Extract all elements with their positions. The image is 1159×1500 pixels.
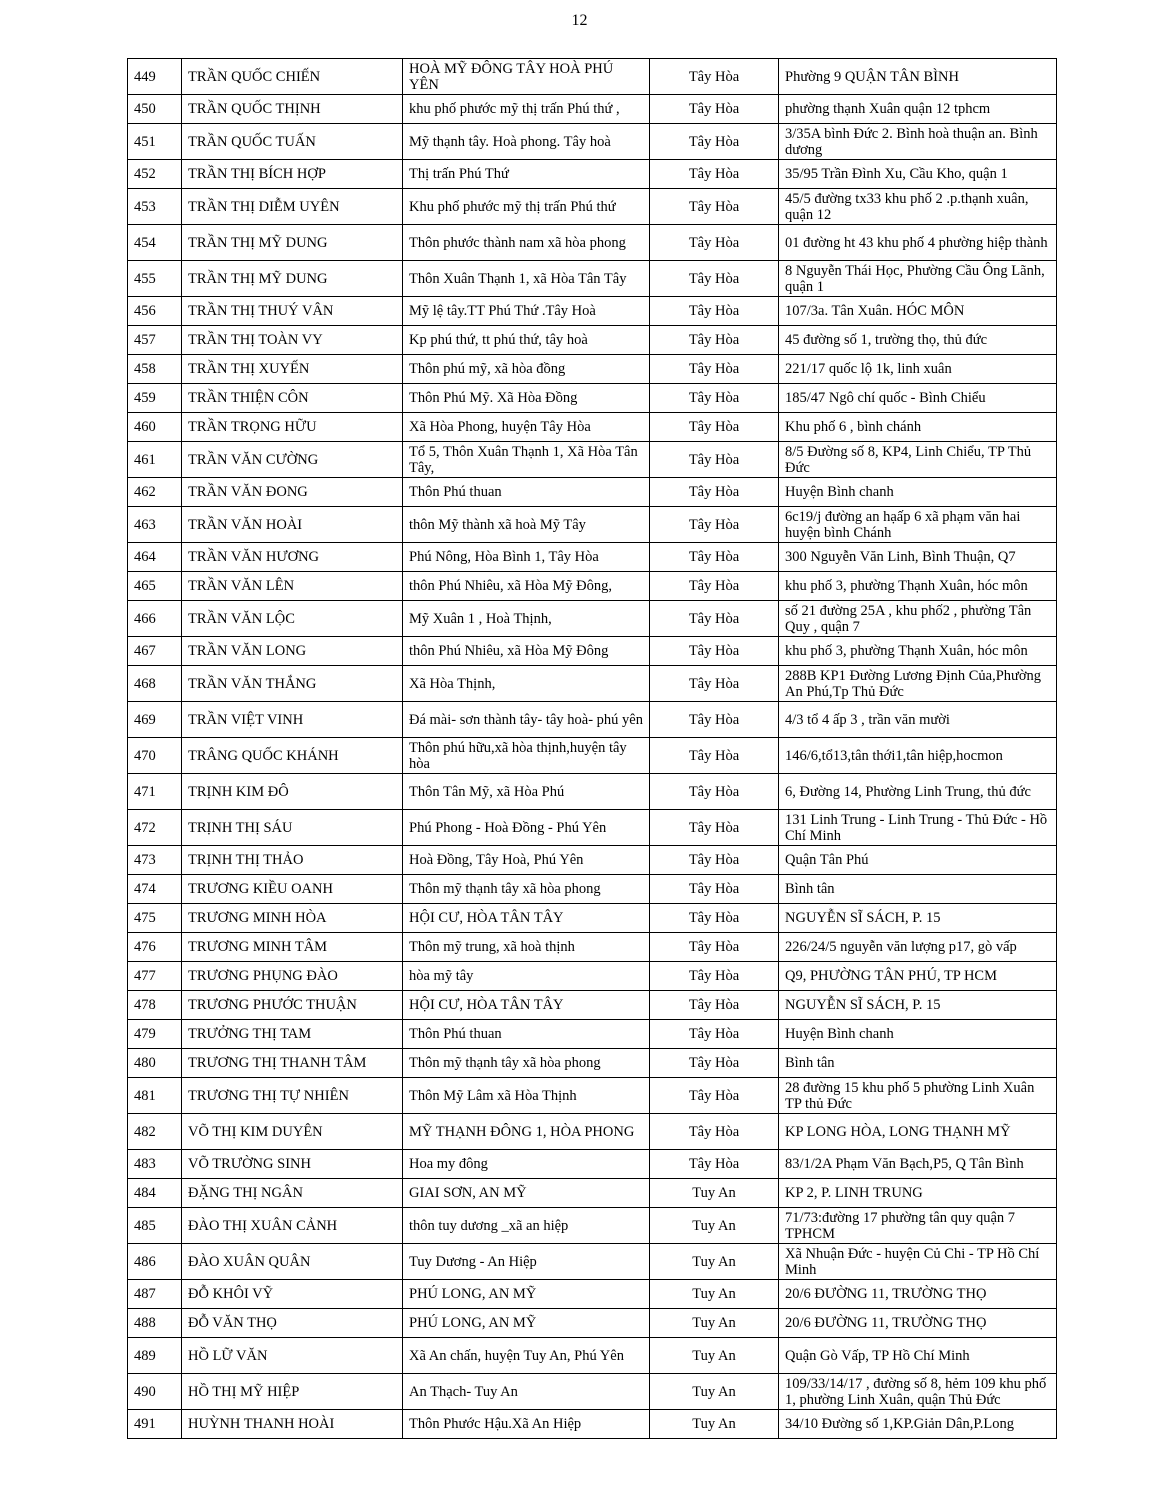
row-number-cell: 461 <box>128 442 182 478</box>
home-district-cell: Tuy An <box>650 1309 779 1338</box>
current-residence-cell: 35/95 Trần Đình Xu, Cầu Kho, quận 1 <box>779 160 1057 189</box>
home-address-cell: An Thạch- Tuy An <box>403 1374 650 1410</box>
home-district-cell: Tây Hòa <box>650 297 779 326</box>
home-address-cell: khu phố phước mỹ thị trấn Phú thứ , <box>403 95 650 124</box>
current-residence-cell: Q9, PHƯỜNG TÂN PHÚ, TP HCM <box>779 962 1057 991</box>
home-address-cell: Tổ 5, Thôn Xuân Thạnh 1, Xã Hòa Tân Tây, <box>403 442 650 478</box>
row-number-cell: 487 <box>128 1280 182 1309</box>
home-district-cell: Tuy An <box>650 1374 779 1410</box>
home-district-cell: Tuy An <box>650 1410 779 1439</box>
table-row <box>128 991 1057 1020</box>
home-district-cell: Tây Hòa <box>650 572 779 601</box>
home-district-cell: Tây Hòa <box>650 702 779 738</box>
person-name-cell: TRẦN VĂN LONG <box>182 637 403 666</box>
table-row <box>128 1338 1057 1374</box>
home-address-cell: Khu phố phước mỹ thị trấn Phú thứ <box>403 189 650 225</box>
person-name-cell: TRỊNH THỊ SÁU <box>182 810 403 846</box>
table-row <box>128 875 1057 904</box>
home-district-cell: Tuy An <box>650 1280 779 1309</box>
row-number-cell: 484 <box>128 1179 182 1208</box>
home-district-cell: Tây Hòa <box>650 124 779 160</box>
current-residence-cell: 131 Linh Trung - Linh Trung - Thủ Đức - Hồ Chí Minh <box>779 810 1057 846</box>
row-number-cell: 452 <box>128 160 182 189</box>
row-number-cell: 459 <box>128 384 182 413</box>
row-number-cell: 464 <box>128 543 182 572</box>
home-address-cell: Thôn Tân Mỹ, xã Hòa Phú <box>403 774 650 810</box>
current-residence-cell: Bình tân <box>779 875 1057 904</box>
home-district-cell: Tây Hòa <box>650 95 779 124</box>
person-name-cell: TRẦN QUỐC THỊNH <box>182 95 403 124</box>
row-number-cell: 478 <box>128 991 182 1020</box>
person-name-cell: TRẦN VIỆT VINH <box>182 702 403 738</box>
person-name-cell: TRƯƠNG PHƯỚC THUẬN <box>182 991 403 1020</box>
table-row <box>128 59 1057 95</box>
table-row <box>128 666 1057 702</box>
row-number-cell: 449 <box>128 59 182 95</box>
home-address-cell: thôn Mỹ thành xã hoà Mỹ Tây <box>403 507 650 543</box>
home-address-cell: Mỹ lệ tây.TT Phú Thứ .Tây Hoà <box>403 297 650 326</box>
person-name-cell: TRƯƠNG KIỀU OANH <box>182 875 403 904</box>
home-address-cell: hòa mỹ tây <box>403 962 650 991</box>
person-name-cell: TRẦN THỊ TOÀN VY <box>182 326 403 355</box>
table-row <box>128 95 1057 124</box>
row-number-cell: 460 <box>128 413 182 442</box>
person-name-cell: TRẦN THỊ THUÝ VÂN <box>182 297 403 326</box>
table-row <box>128 702 1057 738</box>
row-number-cell: 467 <box>128 637 182 666</box>
home-district-cell: Tuy An <box>650 1338 779 1374</box>
home-address-cell: Thôn Phú thuan <box>403 1020 650 1049</box>
table-row <box>128 261 1057 297</box>
current-residence-cell: 20/6 ĐƯỜNG 11, TRƯỜNG THỌ <box>779 1309 1057 1338</box>
person-name-cell: TRẦN VĂN HOÀI <box>182 507 403 543</box>
table-row <box>128 225 1057 261</box>
home-district-cell: Tuy An <box>650 1208 779 1244</box>
table-row <box>128 1020 1057 1049</box>
current-residence-cell: 288B KP1 Đường Lương Định Của,Phường An Phú,Tp Thủ Đức <box>779 666 1057 702</box>
home-address-cell: Thôn phú hữu,xã hòa thịnh,huyện tây hòa <box>403 738 650 774</box>
roster-table-body <box>128 59 1057 1439</box>
row-number-cell: 451 <box>128 124 182 160</box>
home-address-cell: Thôn Phú thuan <box>403 478 650 507</box>
table-row <box>128 933 1057 962</box>
table-row <box>128 1280 1057 1309</box>
person-name-cell: ĐẶNG THỊ NGÂN <box>182 1179 403 1208</box>
home-district-cell: Tây Hòa <box>650 355 779 384</box>
person-name-cell: TRỊNH THỊ THẢO <box>182 846 403 875</box>
home-district-cell: Tây Hòa <box>650 413 779 442</box>
home-address-cell: thôn Phú Nhiêu, xã Hòa Mỹ Đông, <box>403 572 650 601</box>
row-number-cell: 473 <box>128 846 182 875</box>
person-name-cell: TRƯƠNG THỊ THANH TÂM <box>182 1049 403 1078</box>
row-number-cell: 491 <box>128 1410 182 1439</box>
row-number-cell: 462 <box>128 478 182 507</box>
row-number-cell: 489 <box>128 1338 182 1374</box>
current-residence-cell: 185/47 Ngô chí quốc - Bình Chiểu <box>779 384 1057 413</box>
table-row <box>128 1208 1057 1244</box>
table-row <box>128 846 1057 875</box>
roster-table <box>127 58 1057 1439</box>
row-number-cell: 458 <box>128 355 182 384</box>
person-name-cell: ĐỖ VĂN THỌ <box>182 1309 403 1338</box>
row-number-cell: 466 <box>128 601 182 637</box>
table-row <box>128 297 1057 326</box>
table-row <box>128 189 1057 225</box>
table-row <box>128 160 1057 189</box>
home-address-cell: Thôn mỹ trung, xã hoà thịnh <box>403 933 650 962</box>
home-address-cell: Thôn Phú Mỹ. Xã Hòa Đồng <box>403 384 650 413</box>
table-row <box>128 1244 1057 1280</box>
row-number-cell: 465 <box>128 572 182 601</box>
table-row <box>128 355 1057 384</box>
table-row <box>128 1150 1057 1179</box>
person-name-cell: TRẦN THIỆN CÔN <box>182 384 403 413</box>
person-name-cell: TRẦN VĂN HƯƠNG <box>182 543 403 572</box>
current-residence-cell: 8/5 Đường số 8, KP4, Linh Chiểu, TP Thủ Đức <box>779 442 1057 478</box>
home-district-cell: Tây Hòa <box>650 59 779 95</box>
home-address-cell: Mỹ Xuân 1 , Hoà Thịnh, <box>403 601 650 637</box>
person-name-cell: TRẦN THỊ BÍCH HỢP <box>182 160 403 189</box>
table-row <box>128 442 1057 478</box>
table-row <box>128 774 1057 810</box>
person-name-cell: VÕ THỊ KIM DUYÊN <box>182 1114 403 1150</box>
person-name-cell: TRẦN VĂN CƯỜNG <box>182 442 403 478</box>
current-residence-cell: Xã Nhuận Đức - huyện Củ Chi - TP Hồ Chí Minh <box>779 1244 1057 1280</box>
person-name-cell: ĐÀO XUÂN QUÂN <box>182 1244 403 1280</box>
person-name-cell: TRẦN QUỐC CHIẾN <box>182 59 403 95</box>
person-name-cell: TRƯƠNG PHỤNG ĐÀO <box>182 962 403 991</box>
person-name-cell: TRÂNG QUỐC KHÁNH <box>182 738 403 774</box>
person-name-cell: TRƯƠNG MINH HÒA <box>182 904 403 933</box>
page-number: 12 <box>571 12 588 29</box>
row-number-cell: 450 <box>128 95 182 124</box>
current-residence-cell: 4/3 tổ 4 ấp 3 , trần văn mười <box>779 702 1057 738</box>
home-address-cell: Thôn phú mỹ, xã hòa đồng <box>403 355 650 384</box>
row-number-cell: 463 <box>128 507 182 543</box>
current-residence-cell: Bình tân <box>779 1049 1057 1078</box>
current-residence-cell: 107/3a. Tân Xuân. HÓC MÔN <box>779 297 1057 326</box>
home-address-cell: Phú Phong - Hoà Đồng - Phú Yên <box>403 810 650 846</box>
person-name-cell: TRỊNH KIM ĐÔ <box>182 774 403 810</box>
row-number-cell: 490 <box>128 1374 182 1410</box>
current-residence-cell: Khu phố 6 , bình chánh <box>779 413 1057 442</box>
home-district-cell: Tuy An <box>650 1244 779 1280</box>
home-address-cell: thôn Phú Nhiêu, xã Hòa Mỹ Đông <box>403 637 650 666</box>
row-number-cell: 469 <box>128 702 182 738</box>
current-residence-cell: 71/73:đường 17 phường tân quy quận 7 TPHCM <box>779 1208 1057 1244</box>
row-number-cell: 476 <box>128 933 182 962</box>
current-residence-cell: 109/33/14/17 , đường số 8, hẻm 109 khu phố 1, phường Linh Xuân, quận Thủ Đức <box>779 1374 1057 1410</box>
home-address-cell: Thôn Xuân Thạnh 1, xã Hòa Tân Tây <box>403 261 650 297</box>
person-name-cell: TRẦN THỊ XUYẾN <box>182 355 403 384</box>
home-district-cell: Tây Hòa <box>650 846 779 875</box>
home-district-cell: Tây Hòa <box>650 1049 779 1078</box>
table-row <box>128 478 1057 507</box>
table-row <box>128 904 1057 933</box>
table-row <box>128 326 1057 355</box>
table-row <box>128 962 1057 991</box>
home-address-cell: Tuy Dương - An Hiệp <box>403 1244 650 1280</box>
row-number-cell: 485 <box>128 1208 182 1244</box>
current-residence-cell: Huyện Bình chanh <box>779 1020 1057 1049</box>
current-residence-cell: phường thạnh Xuân quận 12 tphcm <box>779 95 1057 124</box>
home-address-cell: Thôn mỹ thạnh tây xã hòa phong <box>403 875 650 904</box>
row-number-cell: 482 <box>128 1114 182 1150</box>
home-address-cell: Thôn Phước Hậu.Xã An Hiệp <box>403 1410 650 1439</box>
row-number-cell: 477 <box>128 962 182 991</box>
row-number-cell: 468 <box>128 666 182 702</box>
person-name-cell: TRẦN VĂN THẮNG <box>182 666 403 702</box>
home-district-cell: Tây Hòa <box>650 543 779 572</box>
row-number-cell: 479 <box>128 1020 182 1049</box>
current-residence-cell: 01 đường ht 43 khu phố 4 phường hiệp thành <box>779 225 1057 261</box>
home-district-cell: Tây Hòa <box>650 442 779 478</box>
home-district-cell: Tây Hòa <box>650 933 779 962</box>
row-number-cell: 470 <box>128 738 182 774</box>
row-number-cell: 481 <box>128 1078 182 1114</box>
person-name-cell: HỒ LỮ VĂN <box>182 1338 403 1374</box>
home-district-cell: Tây Hòa <box>650 1114 779 1150</box>
current-residence-cell: 3/35A bình Đức 2. Bình hoà thuận an. Bình dương <box>779 124 1057 160</box>
person-name-cell: TRẦN VĂN ĐONG <box>182 478 403 507</box>
home-district-cell: Tây Hòa <box>650 384 779 413</box>
row-number-cell: 453 <box>128 189 182 225</box>
person-name-cell: TRẦN THỊ MỸ DUNG <box>182 225 403 261</box>
home-address-cell: Xã Hòa Phong, huyện Tây Hòa <box>403 413 650 442</box>
home-district-cell: Tây Hòa <box>650 326 779 355</box>
row-number-cell: 457 <box>128 326 182 355</box>
current-residence-cell: 6, Đường 14, Phường Linh Trung, thủ đức <box>779 774 1057 810</box>
home-district-cell: Tây Hòa <box>650 601 779 637</box>
home-district-cell: Tây Hòa <box>650 962 779 991</box>
home-district-cell: Tây Hòa <box>650 478 779 507</box>
person-name-cell: ĐỖ KHÔI VỸ <box>182 1280 403 1309</box>
home-district-cell: Tây Hòa <box>650 507 779 543</box>
table-row <box>128 543 1057 572</box>
row-number-cell: 480 <box>128 1049 182 1078</box>
home-address-cell: HOÀ MỸ ĐÔNG TÂY HOÀ PHÚ YÊN <box>403 59 650 95</box>
home-address-cell: Đá mài- sơn thành tây- tây hoà- phú yên <box>403 702 650 738</box>
current-residence-cell: 83/1/2A Phạm Văn Bạch,P5, Q Tân Bình <box>779 1150 1057 1179</box>
row-number-cell: 483 <box>128 1150 182 1179</box>
home-address-cell: Thôn phước thành nam xã hòa phong <box>403 225 650 261</box>
current-residence-cell: khu phố 3, phường Thạnh Xuân, hóc môn <box>779 637 1057 666</box>
table-row <box>128 1309 1057 1338</box>
row-number-cell: 455 <box>128 261 182 297</box>
home-district-cell: Tây Hòa <box>650 160 779 189</box>
home-district-cell: Tây Hòa <box>650 991 779 1020</box>
home-district-cell: Tây Hòa <box>650 637 779 666</box>
home-district-cell: Tây Hòa <box>650 738 779 774</box>
table-row <box>128 1410 1057 1439</box>
person-name-cell: TRẦN QUỐC TUẤN <box>182 124 403 160</box>
home-address-cell: Thôn mỹ thạnh tây xã hòa phong <box>403 1049 650 1078</box>
row-number-cell: 486 <box>128 1244 182 1280</box>
person-name-cell: TRƯƠNG THỊ TỰ NHIÊN <box>182 1078 403 1114</box>
home-address-cell: HỘI CƯ, HÒA TÂN TÂY <box>403 991 650 1020</box>
current-residence-cell: Quận Gò Vấp, TP Hồ Chí Minh <box>779 1338 1057 1374</box>
current-residence-cell: 300 Nguyễn Văn Linh, Bình Thuận, Q7 <box>779 543 1057 572</box>
current-residence-cell: 34/10 Đường số 1,KP.Giản Dân,P.Long <box>779 1410 1057 1439</box>
current-residence-cell: Quận Tân Phú <box>779 846 1057 875</box>
row-number-cell: 474 <box>128 875 182 904</box>
person-name-cell: TRƯỞNG THỊ TAM <box>182 1020 403 1049</box>
current-residence-cell: 221/17 quốc lộ 1k, linh xuân <box>779 355 1057 384</box>
home-district-cell: Tây Hòa <box>650 666 779 702</box>
person-name-cell: TRẦN TRỌNG HỮU <box>182 413 403 442</box>
home-district-cell: Tây Hòa <box>650 1078 779 1114</box>
table-row <box>128 572 1057 601</box>
row-number-cell: 454 <box>128 225 182 261</box>
person-name-cell: TRẦN THỊ DIỄM UYÊN <box>182 189 403 225</box>
current-residence-cell: 6c19/j đường an hạấp 6 xã phạm văn hai huyện bình Chánh <box>779 507 1057 543</box>
table-row <box>128 810 1057 846</box>
home-address-cell: thôn tuy dương _xã an hiệp <box>403 1208 650 1244</box>
home-district-cell: Tây Hòa <box>650 1150 779 1179</box>
table-row <box>128 124 1057 160</box>
home-district-cell: Tây Hòa <box>650 261 779 297</box>
current-residence-cell: 226/24/5 nguyễn văn lượng p17, gò vấp <box>779 933 1057 962</box>
table-row <box>128 1114 1057 1150</box>
table-row <box>128 507 1057 543</box>
table-row <box>128 384 1057 413</box>
current-residence-cell: khu phố 3, phường Thạnh Xuân, hóc môn <box>779 572 1057 601</box>
current-residence-cell: 28 đường 15 khu phố 5 phường Linh Xuân TP thủ Đức <box>779 1078 1057 1114</box>
table-row <box>128 738 1057 774</box>
row-number-cell: 471 <box>128 774 182 810</box>
home-address-cell: Kp phú thứ, tt phú thứ, tây hoà <box>403 326 650 355</box>
home-district-cell: Tây Hòa <box>650 225 779 261</box>
person-name-cell: HUỲNH THANH HOÀI <box>182 1410 403 1439</box>
table-row <box>128 413 1057 442</box>
home-address-cell: PHÚ LONG, AN MỸ <box>403 1280 650 1309</box>
home-district-cell: Tây Hòa <box>650 810 779 846</box>
home-district-cell: Tây Hòa <box>650 189 779 225</box>
person-name-cell: TRẦN VĂN LỘC <box>182 601 403 637</box>
home-address-cell: Xã An chấn, huyện Tuy An, Phú Yên <box>403 1338 650 1374</box>
current-residence-cell: 45/5 đường tx33 khu phố 2 .p.thạnh xuân, quận 12 <box>779 189 1057 225</box>
home-address-cell: GIAI SƠN, AN MỸ <box>403 1179 650 1208</box>
current-residence-cell: NGUYỄN SĨ SÁCH, P. 15 <box>779 904 1057 933</box>
home-address-cell: PHÚ LONG, AN MỸ <box>403 1309 650 1338</box>
current-residence-cell: 8 Nguyễn Thái Học, Phường Cầu Ông Lãnh, quận 1 <box>779 261 1057 297</box>
person-name-cell: HỒ THỊ MỸ HIỆP <box>182 1374 403 1410</box>
current-residence-cell: 45 đường số 1, trường thọ, thủ đức <box>779 326 1057 355</box>
person-name-cell: TRẦN VĂN LÊN <box>182 572 403 601</box>
person-name-cell: TRẦN THỊ MỸ DUNG <box>182 261 403 297</box>
home-address-cell: MỸ THẠNH ĐÔNG 1, HÒA PHONG <box>403 1114 650 1150</box>
current-residence-cell: Phường 9 QUẬN TÂN BÌNH <box>779 59 1057 95</box>
row-number-cell: 456 <box>128 297 182 326</box>
person-name-cell: TRƯƠNG MINH TÂM <box>182 933 403 962</box>
current-residence-cell: NGUYỄN SĨ SÁCH, P. 15 <box>779 991 1057 1020</box>
current-residence-cell: KP LONG HÒA, LONG THẠNH MỸ <box>779 1114 1057 1150</box>
home-address-cell: Thôn Mỹ Lâm xã Hòa Thịnh <box>403 1078 650 1114</box>
row-number-cell: 475 <box>128 904 182 933</box>
current-residence-cell: KP 2, P. LINH TRUNG <box>779 1179 1057 1208</box>
home-district-cell: Tây Hòa <box>650 904 779 933</box>
home-address-cell: Mỹ thạnh tây. Hoà phong. Tây hoà <box>403 124 650 160</box>
home-district-cell: Tuy An <box>650 1179 779 1208</box>
table-row <box>128 1179 1057 1208</box>
current-residence-cell: 20/6 ĐƯỜNG 11, TRƯỜNG THỌ <box>779 1280 1057 1309</box>
table-row <box>128 637 1057 666</box>
current-residence-cell: Huyện Bình chanh <box>779 478 1057 507</box>
row-number-cell: 472 <box>128 810 182 846</box>
person-name-cell: VÕ TRƯỜNG SINH <box>182 1150 403 1179</box>
row-number-cell: 488 <box>128 1309 182 1338</box>
current-residence-cell: 146/6,tổ13,tân thới1,tân hiệp,hocmon <box>779 738 1057 774</box>
person-name-cell: ĐÀO THỊ XUÂN CẢNH <box>182 1208 403 1244</box>
table-row <box>128 1374 1057 1410</box>
home-address-cell: Thị trấn Phú Thứ <box>403 160 650 189</box>
table-row <box>128 1078 1057 1114</box>
home-address-cell: Hoà Đồng, Tây Hoà, Phú Yên <box>403 846 650 875</box>
home-address-cell: HỘI CƯ, HÒA TÂN TÂY <box>403 904 650 933</box>
table-row <box>128 1049 1057 1078</box>
home-address-cell: Xã Hòa Thịnh, <box>403 666 650 702</box>
table-row <box>128 601 1057 637</box>
home-district-cell: Tây Hòa <box>650 875 779 904</box>
home-district-cell: Tây Hòa <box>650 1020 779 1049</box>
home-address-cell: Hoa my đông <box>403 1150 650 1179</box>
current-residence-cell: số 21 đường 25A , khu phố2 , phường Tân Quy , quận 7 <box>779 601 1057 637</box>
home-district-cell: Tây Hòa <box>650 774 779 810</box>
home-address-cell: Phú Nông, Hòa Bình 1, Tây Hòa <box>403 543 650 572</box>
